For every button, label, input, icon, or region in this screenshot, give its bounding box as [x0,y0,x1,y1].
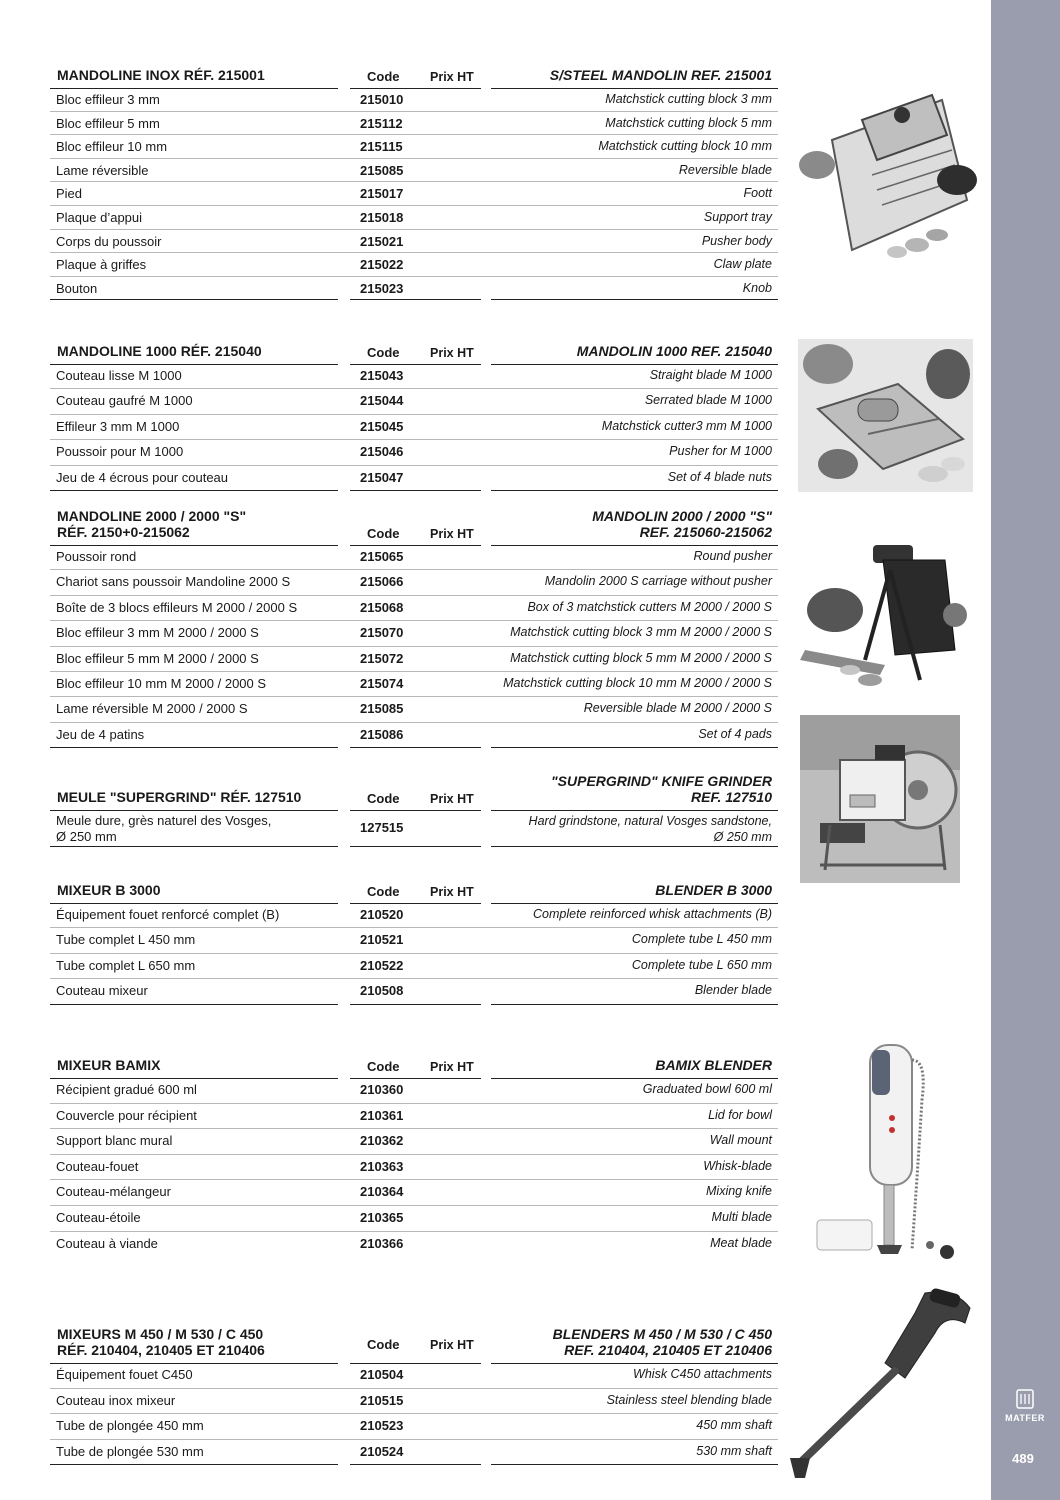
section-title-en [553,1326,772,1358]
column-price: Prix HT [430,346,474,360]
row-code: 215065 [360,549,404,564]
row-code: 210504 [360,1367,404,1382]
row-code: 215086 [360,726,404,742]
row-label-en: Matchstick cutting block 10 mm M 2000 / 2000 S [503,675,772,690]
row-label-fr-line1: Meule dure, grès naturel des Vosges, [56,813,272,828]
row-label-fr: Couteau mixeur [56,983,148,999]
row-code: 215072 [360,650,404,666]
table-row [50,621,778,646]
row-label-en: Support tray [703,209,772,224]
column-code: Code [367,1059,400,1074]
section-title-en: BAMIX BLENDER [655,1057,772,1073]
row-code: 210366 [360,1235,404,1251]
row-label-fr: Couteau gaufré M 1000 [56,393,193,409]
row-label-en: Set of 4 pads [698,726,772,741]
section-title-en [551,773,772,805]
row-label-en: Straight blade M 1000 [649,368,772,382]
section-title-en-line1: MANDOLIN 2000 / 2000 "S" [592,508,772,524]
row-code: 215115 [360,139,403,155]
row-code: 210361 [360,1107,404,1123]
column-price: Prix HT [430,792,474,806]
row-label-fr: Tube complet L 450 mm [56,932,196,948]
section-title-fr [57,508,246,540]
brand-logo [996,1388,1054,1423]
row-label-fr: Pied [56,186,83,202]
row-label-en: Wall mount [709,1133,772,1148]
table-row [50,1363,778,1389]
table-row [50,954,778,979]
table-row [50,596,778,621]
table-row [50,672,778,697]
section-mixeur-b3000 [50,875,778,1004]
column-price: Prix HT [430,70,474,84]
column-code: Code [367,526,400,541]
row-code: 210520 [360,907,404,922]
table-row [50,1232,778,1257]
row-code: 210363 [360,1158,404,1174]
table-row [50,545,778,570]
row-label-en-line2: Ø 250 mm [713,830,772,844]
row-label-fr: Support blanc mural [56,1133,173,1149]
row-code: 215022 [360,257,404,273]
row-label-fr: Bloc effileur 3 mm [56,92,160,107]
section-mixeurs-m450 [50,1326,778,1464]
mandoline-2000-image [795,540,970,690]
section-title-fr: MIXEUR B 3000 [57,882,161,898]
table-row [50,1078,778,1104]
section-title-fr [57,1326,265,1358]
table-row [50,440,778,465]
row-label-fr: Plaque d’appui [56,209,143,225]
row-label-fr: Couteau inox mixeur [56,1392,176,1408]
section-title-en-line2: REF. 127510 [691,789,772,805]
row-label-fr: Couteau lisse M 1000 [56,368,182,383]
table-body [50,1078,778,1256]
mixeur-m450-image [785,1283,981,1483]
row-code: 210508 [360,983,404,999]
row-code: 215010 [360,92,404,107]
section-mixeur-bamix [50,1050,778,1256]
row-label-fr: Effileur 3 mm M 1000 [56,418,180,434]
row-code: 215023 [360,280,404,296]
row-code: 210521 [360,932,404,948]
row-code: 215044 [360,393,404,409]
table-row [50,979,778,1003]
row-code: 215043 [360,368,404,383]
row-label-fr [56,813,271,845]
row-label-en: Lid for bowl [708,1107,772,1122]
row-label-en: Pusher body [701,233,772,248]
row-label-en: Multi blade [711,1209,772,1224]
row-code: 210364 [360,1184,404,1200]
table-row [50,1180,778,1206]
column-code: Code [367,791,400,806]
table-row [50,206,778,230]
table-row [50,415,778,440]
row-label-en [529,813,772,845]
table-row [50,88,778,112]
column-code: Code [367,345,400,360]
row-label-fr: Tube complet L 650 mm [56,957,196,973]
row-label-fr: Couteau-mélangeur [56,1184,171,1200]
row-label-en: Blender blade [694,983,772,998]
table-row [50,159,778,183]
table-row [50,230,778,254]
section-title-fr: MEULE "SUPERGRIND" RÉF. 127510 [57,789,302,805]
table-row [50,1129,778,1155]
row-label-fr: Bloc effileur 10 mm [56,139,168,155]
row-code: 215017 [360,186,404,202]
row-label-fr: Lame réversible M 2000 / 2000 S [56,701,248,717]
row-label-en: Matchstick cutting block 5 mm [605,115,772,130]
table-row [50,277,778,300]
row-label-en: Knob [742,280,772,295]
row-label-fr: Poussoir rond [56,549,137,564]
mandoline-inox-image [792,80,988,270]
table-row [50,1440,778,1465]
mandoline-1000-image [798,339,973,492]
row-label-en: Set of 4 blade nuts [667,469,772,484]
table-row [50,570,778,595]
row-label-en: Matchstick cutting block 10 mm [598,139,772,154]
row-label-en: Matchstick cutting block 3 mm [605,92,772,106]
row-label-fr: Équipement fouet C450 [56,1367,193,1382]
row-label-en: Round pusher [693,549,772,563]
section-title-en-line1: BLENDERS M 450 / M 530 / C 450 [552,1326,772,1342]
row-label-en: Pusher for M 1000 [669,444,772,459]
table-body [50,903,778,1004]
row-label-en: Meat blade [710,1235,772,1250]
row-label-en: Matchstick cutting block 5 mm M 2000 / 2000 S [510,650,772,665]
row-label-fr: Couteau à viande [56,1235,158,1251]
row-label-en: Whisk-blade [703,1158,772,1173]
section-title-fr-line1: MIXEURS M 450 / M 530 / C 450 [57,1326,264,1342]
supergrind-image [800,715,960,883]
table-row [50,1389,778,1415]
table-row [50,389,778,414]
row-code: 210523 [360,1418,404,1434]
table-row [50,697,778,722]
row-label-en: Complete reinforced whisk attachments (B) [533,907,772,921]
row-label-en: Mandolin 2000 S carriage without pusher [544,574,772,589]
bamix-image [812,1040,972,1270]
table-body [50,1363,778,1464]
table-row [50,928,778,953]
row-code: 210524 [360,1443,404,1459]
page-number: 489 [1012,1451,1034,1466]
row-label-en: Complete tube L 450 mm [631,932,772,947]
table-row [50,466,778,490]
row-label-en: Whisk C450 attachments [633,1367,772,1381]
brand-name: MATFER [1005,1413,1045,1423]
table-row [50,253,778,277]
row-label-fr: Bloc effileur 5 mm [56,115,160,131]
row-label-en: Complete tube L 650 mm [631,957,772,972]
row-label-en: Matchstick cutter3 mm M 1000 [601,418,772,433]
row-code: 215070 [360,625,404,641]
row-label-fr: Couteau-fouet [56,1158,139,1174]
matfer-logo-icon [1014,1388,1036,1410]
side-band [991,0,1060,1500]
row-label-fr: Tube de plongée 530 mm [56,1443,204,1459]
table-row [50,647,778,672]
row-label-en: Box of 3 matchstick cutters M 2000 / 2000 S [527,599,772,614]
row-label-en: Matchstick cutting block 3 mm M 2000 / 2000 S [510,625,772,640]
table-body [50,364,778,490]
row-label-fr-line2: Ø 250 mm [56,829,117,844]
row-code: 210515 [360,1392,404,1408]
row-code: 215085 [360,701,404,717]
row-label-fr: Bloc effileur 3 mm M 2000 / 2000 S [56,625,259,641]
row-label-en: 450 mm shaft [696,1418,772,1433]
column-price: Prix HT [430,885,474,899]
row-label-fr: Couteau-étoile [56,1209,141,1225]
row-label-fr: Bloc effileur 5 mm M 2000 / 2000 S [56,650,259,666]
section-title-en: BLENDER B 3000 [655,882,772,898]
column-price: Prix HT [430,527,474,541]
table-row [50,135,778,159]
row-code: 210362 [360,1133,404,1149]
row-code: 215074 [360,675,404,691]
row-label-fr: Tube de plongée 450 mm [56,1418,204,1434]
table-row [50,723,778,747]
row-label-en: Reversible blade M 2000 / 2000 S [583,701,772,716]
table-row [50,182,778,206]
section-mandoline-2000 [50,508,778,747]
table-body [50,545,778,747]
section-mandoline-inox [50,60,778,299]
row-code: 210365 [360,1209,404,1225]
row-label-fr: Chariot sans poussoir Mandoline 2000 S [56,574,291,590]
row-label-en: Serrated blade M 1000 [644,393,772,408]
section-supergrind [50,773,778,846]
row-label-fr: Bouton [56,280,98,296]
column-code: Code [367,1337,400,1352]
table-row [50,1206,778,1232]
row-code: 215021 [360,233,404,249]
row-label-en: Foott [743,186,772,201]
section-title-en-line2: REF. 210404, 210405 ET 210406 [564,1342,772,1358]
row-label-en: Claw plate [713,257,772,272]
row-label-fr: Couvercle pour récipient [56,1107,197,1123]
section-title-fr: MIXEUR BAMIX [57,1057,161,1073]
column-code: Code [367,69,400,84]
row-label-en: Mixing knife [706,1184,772,1199]
row-code: 215085 [360,162,404,178]
column-price: Prix HT [430,1060,474,1074]
row-label-en: Stainless steel blending blade [606,1392,772,1407]
table-row [50,810,778,846]
table-row [50,364,778,389]
row-label-fr: Bloc effileur 10 mm M 2000 / 2000 S [56,675,267,691]
row-label-fr: Équipement fouet renforcé complet (B) [56,907,280,922]
row-label-fr: Jeu de 4 écrous pour couteau [56,469,229,485]
row-label-fr: Poussoir pour M 1000 [56,444,184,460]
section-title-fr-line1: MANDOLINE 2000 / 2000 "S" [57,508,247,524]
row-label-fr: Récipient gradué 600 ml [56,1082,197,1097]
row-label-en-line1: Hard grindstone, natural Vosges sandstone, [528,814,772,828]
row-code: 215112 [360,115,403,131]
table-row [50,1414,778,1440]
row-code: 215068 [360,599,404,615]
row-label-en: Graduated bowl 600 ml [642,1082,772,1096]
column-price: Prix HT [430,1338,474,1352]
section-title-fr-line2: RÉF. 210404, 210405 ET 210406 [57,1342,265,1358]
row-label-fr: Boîte de 3 blocs effileurs M 2000 / 2000 S [56,599,298,615]
table-row [50,1155,778,1181]
row-label-fr: Corps du poussoir [56,233,162,249]
row-label-fr: Jeu de 4 patins [56,726,145,742]
table-body [50,88,778,299]
section-title-en-line2: REF. 215060-215062 [639,524,772,540]
row-code: 210522 [360,957,404,973]
row-code: 127515 [360,820,404,835]
section-title-en: S/STEEL MANDOLIN REF. 215001 [549,67,772,83]
section-title-fr: MANDOLINE 1000 RÉF. 215040 [57,343,262,359]
column-code: Code [367,884,400,899]
row-code: 215047 [360,469,404,485]
section-title-en-line1: "SUPERGRIND" KNIFE GRINDER [551,773,772,789]
row-label-en: 530 mm shaft [696,1443,772,1458]
row-label-fr: Lame réversible [56,162,149,178]
table-row [50,1104,778,1130]
section-title-en [592,508,772,540]
section-title-en: MANDOLIN 1000 REF. 215040 [576,343,772,359]
row-label-fr: Plaque à griffes [56,257,147,273]
row-label-en: Reversible blade [678,162,772,177]
section-mandoline-1000 [50,336,778,490]
table-row [50,903,778,928]
row-code: 215045 [360,418,404,434]
row-code: 215046 [360,444,404,460]
table-row [50,112,778,136]
row-code: 215066 [360,574,404,590]
section-title-fr-line2: RÉF. 2150+0-215062 [57,524,190,540]
row-code: 210360 [360,1082,404,1097]
section-title-fr: MANDOLINE INOX RÉF. 215001 [57,67,265,83]
row-code: 215018 [360,209,404,225]
